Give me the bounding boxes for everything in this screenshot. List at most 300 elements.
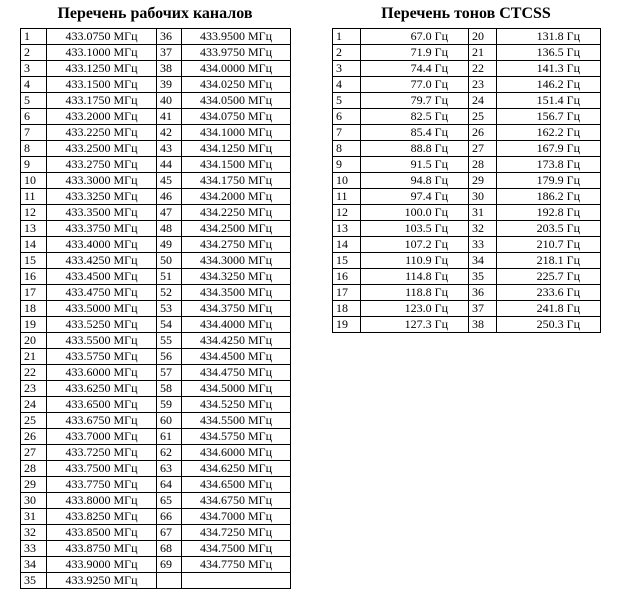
table-row [333, 221, 601, 237]
table-row [21, 269, 291, 285]
unit-label: Гц [434, 205, 448, 219]
table-row [333, 269, 601, 285]
table-row [21, 285, 291, 301]
unit-label: Гц [566, 253, 580, 267]
unit-label: Гц [566, 77, 580, 91]
frequency-value: 151.4 [536, 93, 564, 107]
unit-label: МГц [247, 157, 273, 171]
number-cell: 18 [21, 301, 47, 317]
number-cell: 35 [21, 573, 47, 589]
number-cell: 42 [157, 125, 182, 141]
unit-label: Гц [434, 157, 448, 171]
number-cell: 29 [21, 477, 47, 493]
frequency-value: 433.6000 [65, 365, 111, 379]
value-cell [47, 61, 157, 77]
value-cell [182, 413, 291, 429]
frequency-value: 434.1750 [199, 173, 245, 187]
unit-label: Гц [434, 109, 448, 123]
unit-label: МГц [247, 173, 273, 187]
unit-label: МГц [113, 205, 138, 219]
value-cell [47, 365, 157, 381]
number-cell: 32 [469, 221, 497, 237]
value-cell [182, 141, 291, 157]
frequency-value: 241.8 [536, 301, 564, 315]
value-cell [182, 189, 291, 205]
unit-label: Гц [566, 301, 580, 315]
unit-label: МГц [113, 461, 138, 475]
frequency-value: 94.8 [410, 173, 432, 187]
value-cell [47, 461, 157, 477]
unit-label: МГц [247, 285, 273, 299]
frequency-value: 123.0 [404, 301, 432, 315]
number-cell: 64 [157, 477, 182, 493]
number-cell: 9 [333, 157, 361, 173]
value-cell [47, 477, 157, 493]
number-cell: 54 [157, 317, 182, 333]
value-cell [182, 285, 291, 301]
unit-label: Гц [566, 45, 580, 59]
frequency-value: 434.5250 [199, 397, 245, 411]
number-cell: 46 [157, 189, 182, 205]
frequency-value: 433.1000 [65, 45, 111, 59]
frequency-value: 433.3750 [65, 221, 111, 235]
ctcss-table [332, 28, 601, 333]
unit-label: МГц [247, 493, 273, 507]
number-cell: 36 [157, 29, 182, 45]
frequency-value: 179.9 [536, 173, 564, 187]
value-cell [182, 493, 291, 509]
value-cell [361, 61, 469, 77]
table-row [21, 109, 291, 125]
table-row [21, 573, 291, 589]
number-cell: 25 [21, 413, 47, 429]
value-cell [47, 381, 157, 397]
frequency-value: 118.8 [405, 285, 432, 299]
unit-label: МГц [247, 541, 273, 555]
unit-label: МГц [247, 413, 273, 427]
number-cell: 14 [333, 237, 361, 253]
unit-label: МГц [113, 189, 138, 203]
value-cell [497, 93, 601, 109]
table-row [21, 157, 291, 173]
unit-label: Гц [434, 173, 448, 187]
number-cell: 2 [21, 45, 47, 61]
frequency-value: 433.5500 [65, 333, 111, 347]
unit-label: Гц [434, 269, 448, 283]
table-row [333, 253, 601, 269]
value-cell [497, 253, 601, 269]
unit-label: Гц [566, 285, 580, 299]
frequency-value: 433.3000 [65, 173, 111, 187]
value-cell [361, 173, 469, 189]
number-cell: 27 [469, 141, 497, 157]
number-cell: 65 [157, 493, 182, 509]
unit-label: Гц [566, 317, 580, 331]
frequency-value: 203.5 [536, 221, 564, 235]
unit-label: МГц [247, 253, 273, 267]
number-cell: 33 [469, 237, 497, 253]
value-cell [497, 317, 601, 333]
channels-list-title: Перечень рабочих каналов [57, 5, 253, 22]
number-cell: 49 [157, 237, 182, 253]
frequency-value: 433.5250 [65, 317, 111, 331]
value-cell [182, 93, 291, 109]
number-cell: 23 [21, 381, 47, 397]
unit-label: Гц [566, 269, 580, 283]
table-row [21, 445, 291, 461]
value-cell [47, 397, 157, 413]
value-cell [182, 445, 291, 461]
table-row [21, 93, 291, 109]
number-cell: 6 [21, 109, 47, 125]
number-cell: 38 [157, 61, 182, 77]
table-row [21, 413, 291, 429]
unit-label: МГц [247, 29, 273, 43]
frequency-value: 433.6500 [65, 397, 111, 411]
number-cell: 61 [157, 429, 182, 445]
unit-label: МГц [247, 45, 273, 59]
frequency-value: 141.3 [536, 61, 564, 75]
number-cell: 6 [333, 109, 361, 125]
unit-label: Гц [434, 45, 448, 59]
frequency-value: 434.5750 [199, 429, 245, 443]
unit-label: МГц [113, 285, 138, 299]
value-cell [47, 445, 157, 461]
value-cell [497, 157, 601, 173]
frequency-value: 434.4000 [199, 317, 245, 331]
frequency-value: 433.1750 [65, 93, 111, 107]
value-cell [47, 349, 157, 365]
number-cell: 13 [21, 221, 47, 237]
value-cell [182, 237, 291, 253]
unit-label: МГц [113, 557, 138, 571]
table-row [333, 157, 601, 173]
value-cell [497, 285, 601, 301]
unit-label: МГц [113, 525, 138, 539]
number-cell: 59 [157, 397, 182, 413]
unit-label: МГц [247, 461, 273, 475]
value-cell [182, 477, 291, 493]
value-cell [361, 157, 469, 173]
unit-label: МГц [113, 365, 138, 379]
value-cell [182, 397, 291, 413]
unit-label: Гц [566, 221, 580, 235]
value-cell [47, 413, 157, 429]
number-cell: 37 [469, 301, 497, 317]
value-cell [47, 557, 157, 573]
number-cell: 32 [21, 525, 47, 541]
value-cell [361, 269, 469, 285]
channels-table-body [21, 29, 291, 589]
value-cell [497, 301, 601, 317]
value-cell [182, 77, 291, 93]
value-cell [47, 157, 157, 173]
value-cell [182, 461, 291, 477]
value-cell [182, 269, 291, 285]
unit-label: Гц [434, 221, 448, 235]
value-cell [361, 301, 469, 317]
number-cell: 9 [21, 157, 47, 173]
number-cell: 11 [333, 189, 361, 205]
unit-label: МГц [247, 77, 273, 91]
value-cell [47, 573, 157, 589]
value-cell [47, 333, 157, 349]
unit-label: МГц [113, 493, 138, 507]
value-cell [497, 221, 601, 237]
frequency-value: 434.1250 [199, 141, 245, 155]
table-row [21, 461, 291, 477]
number-cell: 69 [157, 557, 182, 573]
frequency-value: 107.2 [404, 237, 432, 251]
number-cell: 67 [157, 525, 182, 541]
number-cell: 4 [333, 77, 361, 93]
frequency-value: 433.0750 [65, 29, 111, 43]
frequency-value: 434.0250 [199, 77, 245, 91]
value-cell [497, 45, 601, 61]
number-cell: 21 [21, 349, 47, 365]
frequency-value: 433.4000 [65, 237, 111, 251]
unit-label: МГц [247, 333, 273, 347]
frequency-value: 433.2250 [65, 125, 111, 139]
unit-label: МГц [113, 237, 138, 251]
number-cell: 16 [21, 269, 47, 285]
value-cell [47, 253, 157, 269]
table-row [21, 365, 291, 381]
number-cell: 19 [333, 317, 361, 333]
unit-label: МГц [113, 29, 138, 43]
table-row [21, 333, 291, 349]
number-cell: 5 [333, 93, 361, 109]
value-cell [361, 237, 469, 253]
frequency-value: 434.6000 [199, 445, 245, 459]
table-row [21, 317, 291, 333]
frequency-value: 67.0 [410, 29, 432, 43]
unit-label: МГц [247, 525, 273, 539]
unit-label: Гц [434, 29, 448, 43]
value-cell [47, 541, 157, 557]
unit-label: Гц [566, 141, 580, 155]
number-cell: 25 [469, 109, 497, 125]
number-cell: 17 [21, 285, 47, 301]
number-cell: 57 [157, 365, 182, 381]
frequency-value: 167.9 [536, 141, 564, 155]
unit-label: Гц [434, 237, 448, 251]
unit-label: МГц [247, 349, 273, 363]
frequency-value: 250.3 [536, 317, 564, 331]
frequency-value: 433.8500 [65, 525, 111, 539]
frequency-value: 218.1 [536, 253, 564, 267]
frequency-value: 77.0 [410, 77, 432, 91]
frequency-value: 433.4500 [65, 269, 111, 283]
frequency-value: 192.8 [536, 205, 564, 219]
value-cell [361, 77, 469, 93]
value-cell [497, 189, 601, 205]
frequency-value: 433.4250 [65, 253, 111, 267]
number-cell: 30 [469, 189, 497, 205]
number-cell: 63 [157, 461, 182, 477]
frequency-value: 433.9750 [199, 45, 245, 59]
unit-label: МГц [113, 269, 138, 283]
frequency-value: 85.4 [410, 125, 432, 139]
frequency-value: 434.3000 [199, 253, 245, 267]
frequency-value: 433.8250 [65, 509, 111, 523]
value-cell [47, 29, 157, 45]
frequency-value: 433.3250 [65, 189, 111, 203]
number-cell: 26 [469, 125, 497, 141]
value-cell [182, 349, 291, 365]
number-cell: 52 [157, 285, 182, 301]
value-cell [182, 557, 291, 573]
table-row [333, 77, 601, 93]
frequency-value: 434.0500 [199, 93, 245, 107]
value-cell [182, 125, 291, 141]
unit-label: МГц [247, 93, 273, 107]
table-row [21, 349, 291, 365]
value-cell [182, 205, 291, 221]
unit-label: Гц [566, 205, 580, 219]
unit-label: Гц [566, 29, 580, 43]
unit-label: Гц [434, 141, 448, 155]
unit-label: МГц [247, 269, 273, 283]
value-cell [361, 45, 469, 61]
value-cell [182, 525, 291, 541]
frequency-value: 434.3750 [199, 301, 245, 315]
frequency-value: 433.4750 [65, 285, 111, 299]
value-cell [497, 29, 601, 45]
unit-label: МГц [113, 317, 138, 331]
frequency-value: 110.9 [405, 253, 432, 267]
table-row [333, 205, 601, 221]
value-cell [497, 141, 601, 157]
unit-label: МГц [113, 141, 138, 155]
unit-label: МГц [113, 157, 138, 171]
frequency-value: 434.3250 [199, 269, 245, 283]
value-cell [182, 573, 291, 589]
table-row [21, 221, 291, 237]
unit-label: МГц [247, 61, 273, 75]
frequency-value: 433.2750 [65, 157, 111, 171]
frequency-value: 146.2 [536, 77, 564, 91]
value-cell [361, 253, 469, 269]
number-cell: 10 [21, 173, 47, 189]
frequency-value: 434.2250 [199, 205, 245, 219]
value-cell [361, 93, 469, 109]
number-cell: 17 [333, 285, 361, 301]
table-row [21, 525, 291, 541]
value-cell [361, 317, 469, 333]
frequency-value: 433.9250 [65, 573, 111, 587]
frequency-value: 79.7 [410, 93, 432, 107]
number-cell: 60 [157, 413, 182, 429]
frequency-value: 433.7250 [65, 445, 111, 459]
table-row [21, 429, 291, 445]
value-cell [47, 269, 157, 285]
unit-label: МГц [247, 205, 273, 219]
table-row [21, 205, 291, 221]
number-cell: 5 [21, 93, 47, 109]
table-row [333, 45, 601, 61]
number-cell: 39 [157, 77, 182, 93]
value-cell [47, 173, 157, 189]
frequency-value: 114.8 [405, 269, 432, 283]
value-cell [361, 109, 469, 125]
frequency-value: 131.8 [536, 29, 564, 43]
frequency-value: 433.1500 [65, 77, 111, 91]
frequency-value: 82.5 [410, 109, 432, 123]
table-row [21, 253, 291, 269]
number-cell: 41 [157, 109, 182, 125]
value-cell [47, 509, 157, 525]
unit-label: МГц [247, 125, 273, 139]
unit-label: МГц [113, 413, 138, 427]
unit-label: Гц [434, 61, 448, 75]
value-cell [47, 189, 157, 205]
number-cell: 56 [157, 349, 182, 365]
number-cell: 68 [157, 541, 182, 557]
frequency-value: 433.7500 [65, 461, 111, 475]
frequency-value: 103.5 [404, 221, 432, 235]
number-cell: 7 [21, 125, 47, 141]
unit-label: Гц [434, 77, 448, 91]
frequency-value: 136.5 [536, 45, 564, 59]
table-row [21, 61, 291, 77]
value-cell [182, 29, 291, 45]
table-row [21, 301, 291, 317]
number-cell: 24 [469, 93, 497, 109]
frequency-value: 225.7 [536, 269, 564, 283]
unit-label: МГц [113, 301, 138, 315]
frequency-value: 434.1500 [199, 157, 245, 171]
unit-label: Гц [434, 125, 448, 139]
unit-label: МГц [247, 557, 273, 571]
value-cell [182, 509, 291, 525]
table-row [333, 125, 601, 141]
unit-label: МГц [247, 381, 273, 395]
number-cell: 29 [469, 173, 497, 189]
unit-label: МГц [247, 365, 273, 379]
number-cell: 3 [333, 61, 361, 77]
table-row [21, 125, 291, 141]
table-row [21, 381, 291, 397]
unit-label: МГц [113, 333, 138, 347]
unit-label: Гц [434, 253, 448, 267]
number-cell: 15 [21, 253, 47, 269]
unit-label: Гц [434, 317, 448, 331]
number-cell: 47 [157, 205, 182, 221]
frequency-value: 433.2000 [65, 109, 111, 123]
table-row [21, 557, 291, 573]
value-cell [47, 77, 157, 93]
number-cell: 34 [469, 253, 497, 269]
unit-label: МГц [247, 301, 273, 315]
table-row [333, 285, 601, 301]
frequency-value: 433.9000 [65, 557, 111, 571]
frequency-value: 433.2500 [65, 141, 111, 155]
number-cell: 19 [21, 317, 47, 333]
frequency-value: 173.8 [536, 157, 564, 171]
number-cell: 43 [157, 141, 182, 157]
frequency-value: 74.4 [410, 61, 432, 75]
number-cell: 20 [469, 29, 497, 45]
value-cell [47, 45, 157, 61]
unit-label: МГц [113, 109, 138, 123]
frequency-value: 433.9500 [199, 29, 245, 43]
value-cell [47, 301, 157, 317]
unit-label: МГц [247, 397, 273, 411]
value-cell [497, 173, 601, 189]
frequency-value: 434.6750 [199, 493, 245, 507]
channels-table [20, 28, 291, 589]
